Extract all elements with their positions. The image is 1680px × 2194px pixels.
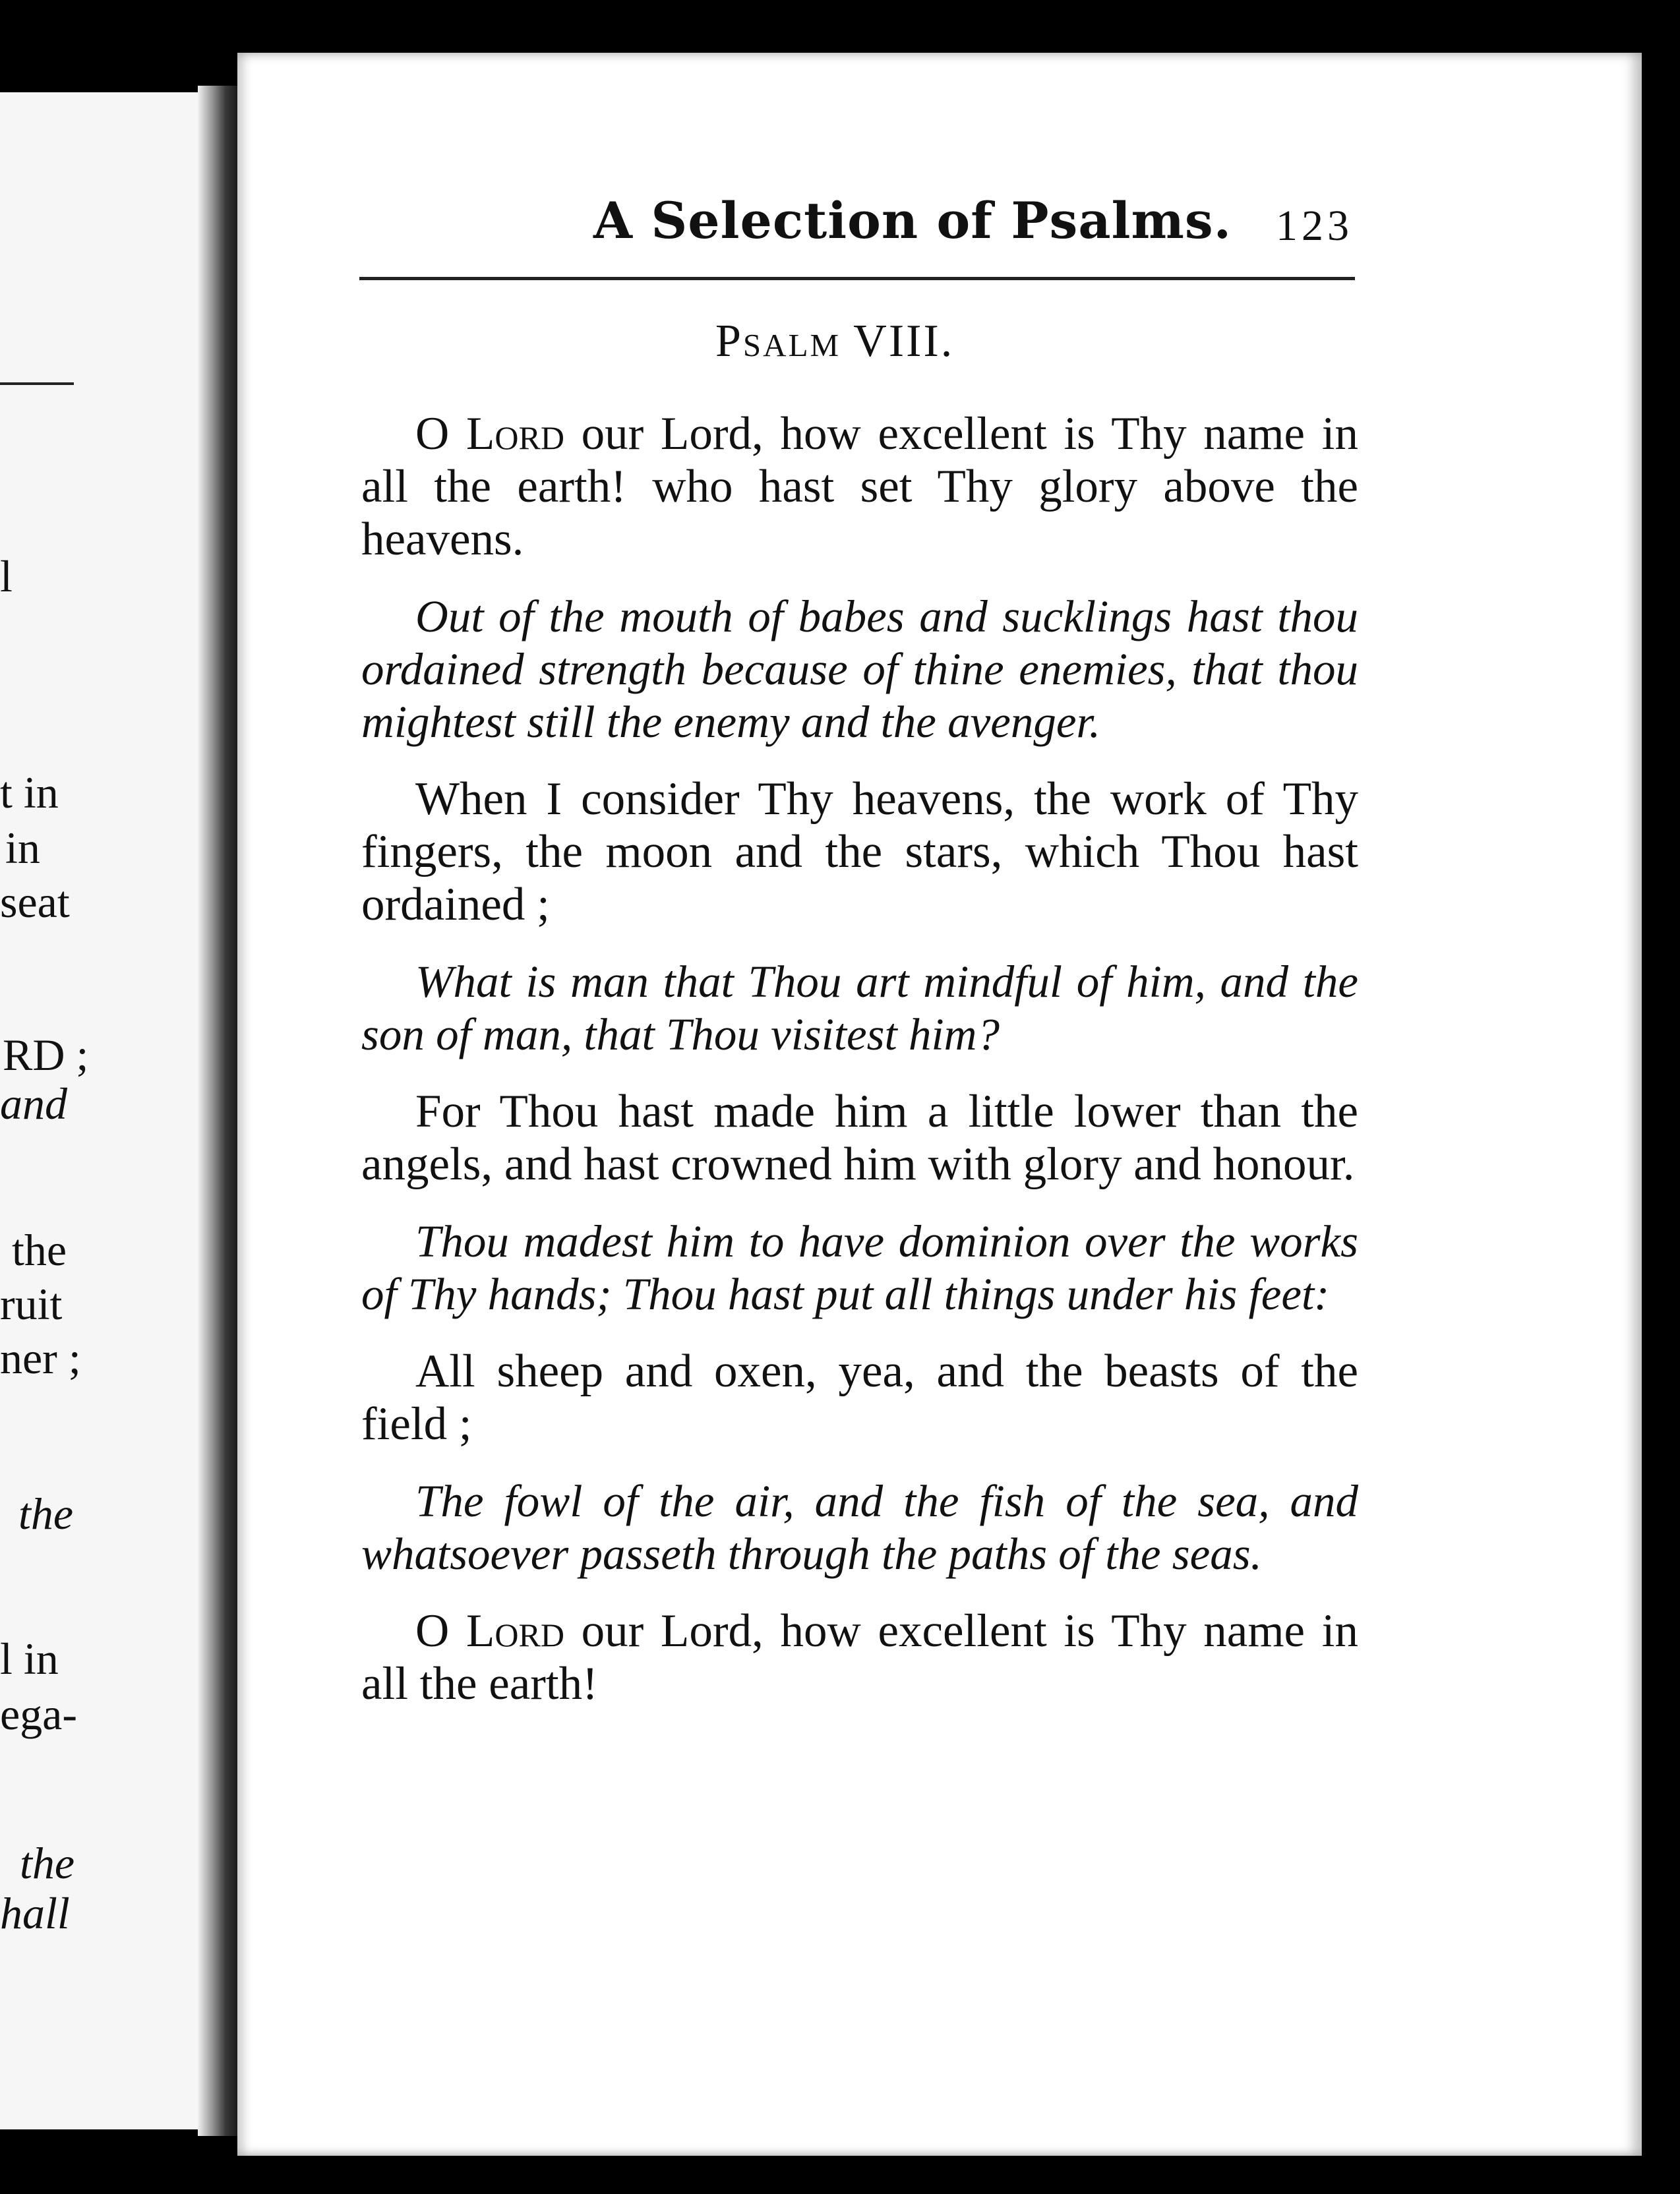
facing-page-fragment: the <box>20 1838 75 1888</box>
facing-page-fragment: seat <box>0 877 70 927</box>
verse-1 <box>361 407 1358 566</box>
verse-8: The fowl of the air, and the fish of the sea, and whatsoever passeth through the paths of the seas. <box>361 1476 1358 1579</box>
verse-lord: O Lord <box>415 1605 564 1657</box>
facing-page-fragment: ega- <box>0 1689 78 1739</box>
facing-page-fragment: ruit <box>0 1279 63 1329</box>
verse-6: Thou madest him to have dominion over the works of Thy hands; Thou hast put all things under his feet: <box>361 1216 1358 1319</box>
verse-3: When I consider Thy heavens, the work of Thy fingers, the moon and the stars, which Thou hast ordained ; <box>361 773 1358 930</box>
facing-page <box>0 92 221 2129</box>
facing-page-fragment: t in <box>0 767 59 817</box>
verse-text: our Lord, how excellent is Thy name in all the earth! <box>361 1605 1358 1709</box>
page-number: 123 <box>1276 202 1353 250</box>
running-title: A Selection of Psalms. <box>593 191 1232 250</box>
verse-2: Out of the mouth of babes and sucklings hast thou ordained strength because of thine enemies, that thou mightest still the enemy and the avenger. <box>361 591 1358 747</box>
psalm-title: Psalm VIII. <box>715 316 955 367</box>
facing-page-fragment: l <box>0 551 13 601</box>
header-rule <box>359 277 1355 280</box>
verse-9 <box>361 1605 1358 1710</box>
verse-7: All sheep and oxen, yea, and the beasts of the field ; <box>361 1346 1358 1450</box>
verse-lord: O Lord <box>415 408 564 460</box>
facing-page-fragment: and <box>0 1079 67 1129</box>
verse-text: our Lord, how excellent is Thy name in all the earth! who hast set Thy glory above the heavens. <box>361 408 1358 565</box>
book-gutter <box>198 86 237 2136</box>
facing-page-fragment: ner ; <box>0 1333 81 1383</box>
facing-page-fragment: RD ; <box>3 1030 89 1080</box>
psalm-text <box>361 407 1358 1734</box>
facing-page-fragment: hall <box>0 1888 70 1938</box>
facing-page-rule <box>0 382 74 385</box>
facing-page-fragment: the <box>18 1489 74 1539</box>
facing-page-fragment: in <box>5 823 40 873</box>
facing-page-fragment: l in <box>0 1634 59 1684</box>
facing-page-fragment: the <box>12 1225 67 1275</box>
verse-4: What is man that Thou art mindful of him, and the son of man, that Thou visitest him? <box>361 957 1358 1059</box>
verse-5: For Thou hast made him a little lower than the angels, and hast crowned him with glory and honour. <box>361 1086 1358 1190</box>
